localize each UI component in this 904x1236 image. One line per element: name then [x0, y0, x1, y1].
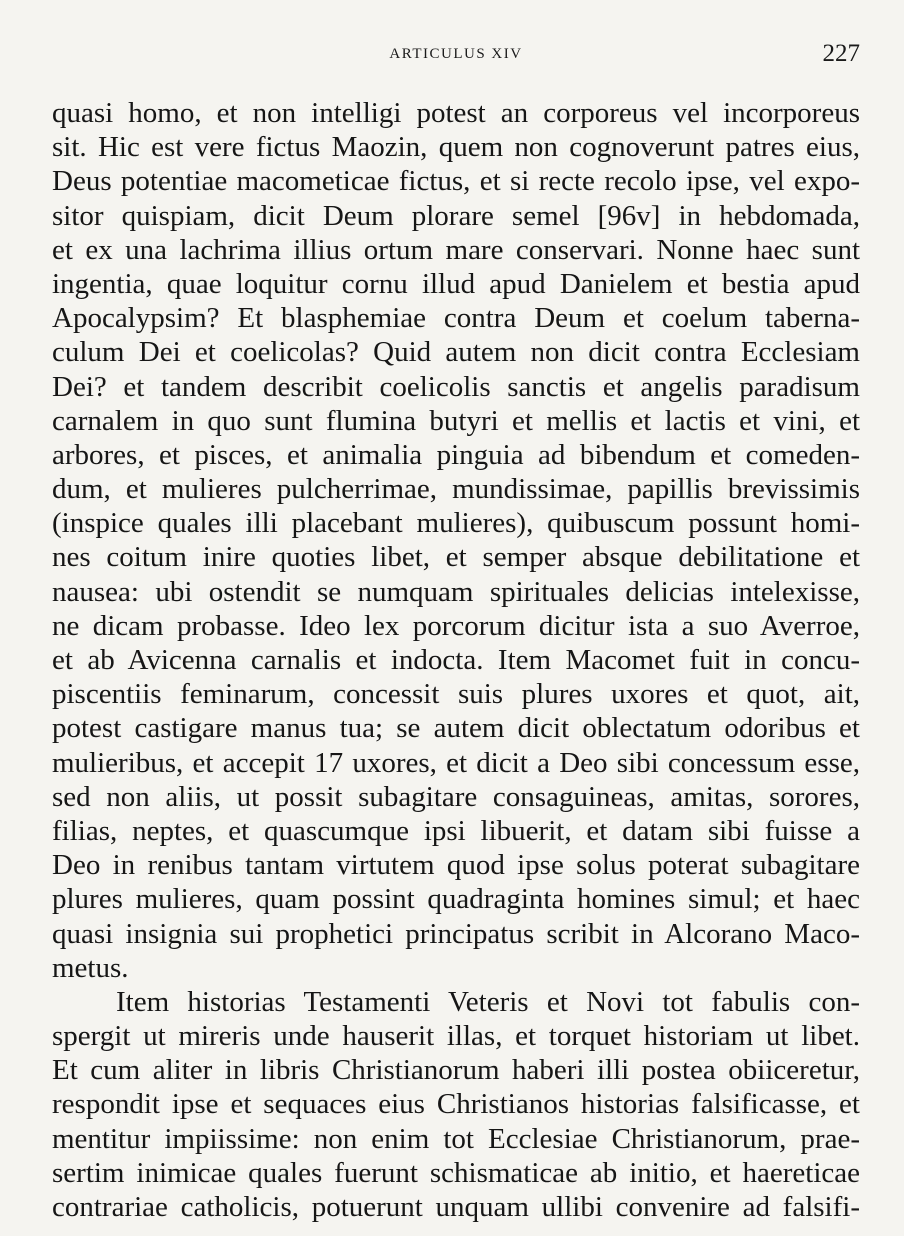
- text-line: culum Dei et coelicolas? Quid autem non dicit contra Ecclesiam: [52, 336, 860, 369]
- text-line: Apocalypsim? Et blasphemiae contra Deum et coelum taberna-: [52, 302, 860, 335]
- text-line: plures mulieres, quam possint quadraginta homines simul; et haec: [52, 883, 860, 916]
- text-line: dum, et mulieres pulcherrimae, mundissimae, papillis brevissimis: [52, 473, 860, 506]
- text-line: nausea: ubi ostendit se numquam spirituales delicias intelexisse,: [52, 575, 860, 608]
- running-head: [52, 38, 860, 72]
- text-line: carnalem in quo sunt flumina butyri et mellis et lactis et vini, et: [52, 404, 860, 437]
- running-title: ARTICULUS XIV: [389, 46, 523, 62]
- text-line: et ab Avicenna carnalis et indocta. Item Macomet fuit in concu-: [52, 644, 860, 676]
- text-line: piscentiis feminarum, concessit suis plures uxores et quot, ait,: [52, 678, 860, 711]
- text-line: spergit ut mireris unde hauserit illas, et torquet historiam ut libet.: [52, 1020, 860, 1053]
- text-line: (inspice quales illi placebant mulieres), quibuscum possunt homi-: [52, 507, 860, 540]
- text-line: filias, neptes, et quascumque ipsi libuerit, et datam sibi fuisse a: [52, 814, 860, 847]
- text-line: quasi homo, et non intelligi potest an corporeus vel incorporeus: [52, 97, 860, 129]
- text-line: quasi insignia sui prophetici principatus scribit in Alcorano Maco-: [52, 917, 860, 950]
- text-line: et ex una lachrima illius ortum mare conservari. Nonne haec sunt: [52, 233, 860, 266]
- text-line: ne dicam probasse. Ideo lex porcorum dicitur ista a suo Averroe,: [52, 609, 860, 642]
- text-line: Deo in renibus tantam virtutem quod ipse solus poterat subagitare: [52, 849, 860, 882]
- paragraph-2: [52, 985, 860, 1224]
- text-line: Dei? et tandem describit coelicolis sanctis et angelis paradisum: [52, 370, 860, 403]
- text-line: mulieribus, et accepit 17 uxores, et dicit a Deo sibi concessum esse,: [52, 746, 860, 779]
- text-line: contrariae catholicis, potuerunt unquam ullibi convenire ad falsifi-: [52, 1191, 860, 1223]
- text-line: nes coitum inire quoties libet, et semper absque debilitatione et: [52, 541, 860, 574]
- text-line: ingentia, quae loquitur cornu illud apud Danielem et bestia apud: [52, 267, 860, 300]
- text-line: sitor quispiam, dicit Deum plorare semel [96v] in hebdomada,: [52, 199, 860, 232]
- text-line: respondit ipse et sequaces eius Christianos historias falsificasse, et: [52, 1088, 860, 1121]
- paragraph-1: [52, 96, 860, 985]
- text-line: potest castigare manus tua; se autem dicit oblectatum odoribus et: [52, 712, 860, 745]
- text-line: mentitur impiissime: non enim tot Ecclesiae Christianorum, prae-: [52, 1122, 860, 1155]
- body-text: [52, 96, 860, 1224]
- text-line: arbores, et pisces, et animalia pinguia ad bibendum et comeden-: [52, 438, 860, 471]
- page-number: 227: [822, 40, 860, 67]
- text-line: Et cum aliter in libris Christianorum haberi illi postea obiiceretur,: [52, 1054, 860, 1087]
- text-line: sertim inimicae quales fuerunt schismaticae ab initio, et haereticae: [52, 1156, 860, 1189]
- text-line: sit. Hic est vere fictus Maozin, quem non cognoverunt patres eius,: [52, 131, 860, 164]
- text-line: metus.: [52, 951, 129, 984]
- text-line: Item historias Testamenti Veteris et Novi tot fabulis con-: [116, 985, 860, 1018]
- text-line: Deus potentiae macometicae fictus, et si recte recolo ipse, vel expo-: [52, 165, 860, 198]
- text-line: sed non aliis, ut possit subagitare consaguineas, amitas, sorores,: [52, 780, 860, 813]
